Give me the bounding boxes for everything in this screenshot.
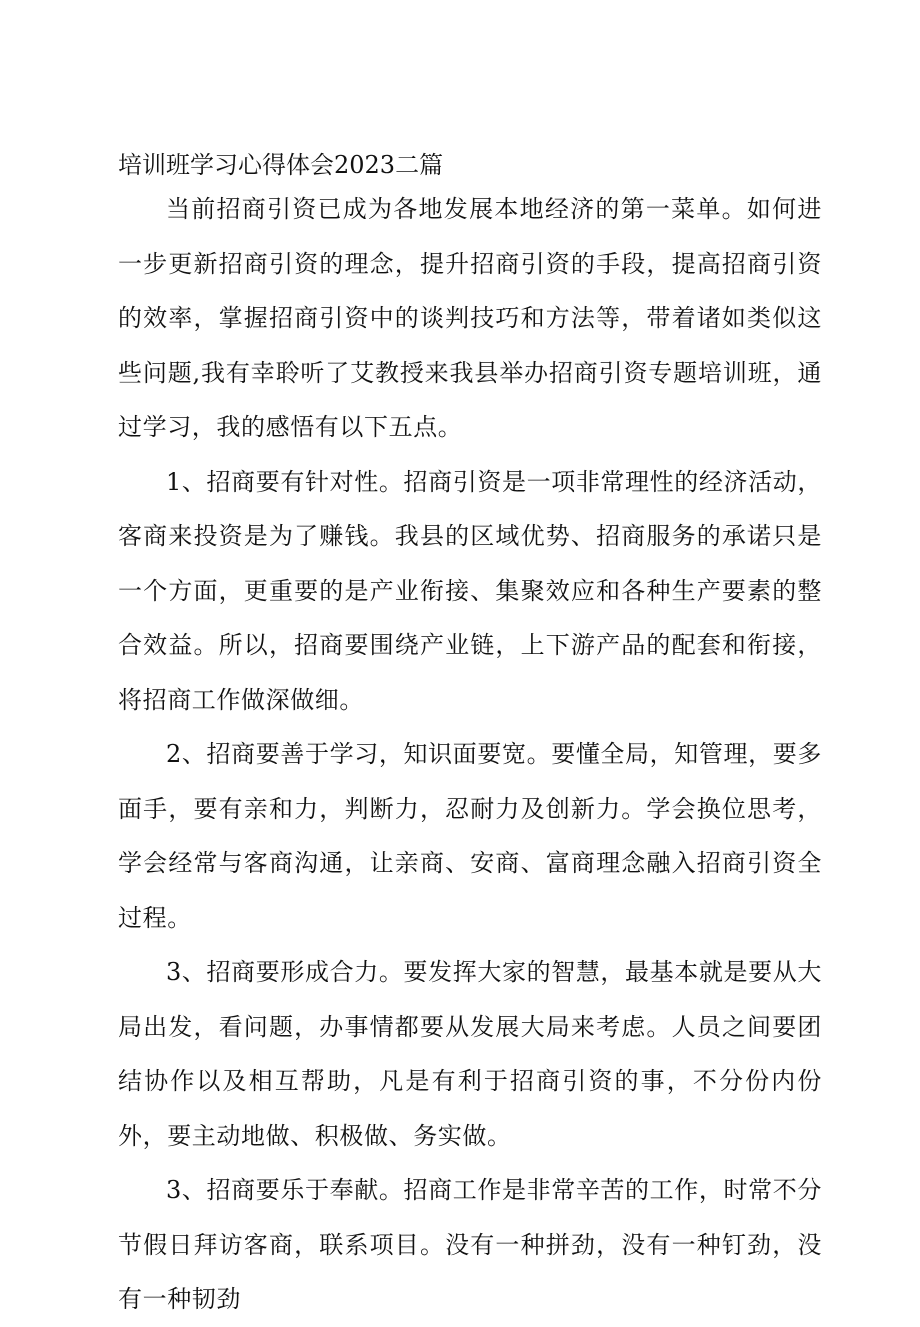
paragraph-point-2: 2、招商要善于学习，知识面要宽。要懂全局，知管理，要多面手，要有亲和力，判断力，忍耐力及创新力。学会换位思考，学会经常与客商沟通，让亲商、安商、富商理念融入招商引资全过程。: [118, 740, 822, 932]
paragraph-point-3: 3、招商要形成合力。要发挥大家的智慧，最基本就是要从大局出发，看问题，办事情都要从发展大局来考虑。人员之间要团结协作以及相互帮助，凡是有利于招商引资的事，不分份内份外，要主动地做、积极做、务实做。: [118, 958, 822, 1150]
document-title: 培训班学习心得体会2023二篇: [118, 151, 444, 179]
paragraph-intro: 当前招商引资已成为各地发展本地经济的第一菜单。如何进一步更新招商引资的理念，提升招商引资的手段，提高招商引资的效率，掌握招商引资中的谈判技巧和方法等，带着诸如类似这些问题,我有幸聆听了艾教授来我县举办招商引资专题培训班，通过学习，我的感悟有以下五点。: [118, 195, 822, 441]
paragraph-point-1: 1、招商要有针对性。招商引资是一项非常理性的经济活动，客商来投资是为了赚钱。我县的区域优势、招商服务的承诺只是一个方面，更重要的是产业衔接、集聚效应和各种生产要素的整合效益。所以，招商要围绕产业链，上下游产品的配套和衔接，将招商工作做深做细。: [118, 467, 822, 714]
paragraph-point-3b: 3、招商要乐于奉献。招商工作是非常辛苦的工作，时常不分节假日拜访客商，联系项目。没有一种拼劲，没有一种钉劲，没有一种韧劲: [118, 1176, 822, 1313]
document-body: [118, 182, 822, 1327]
